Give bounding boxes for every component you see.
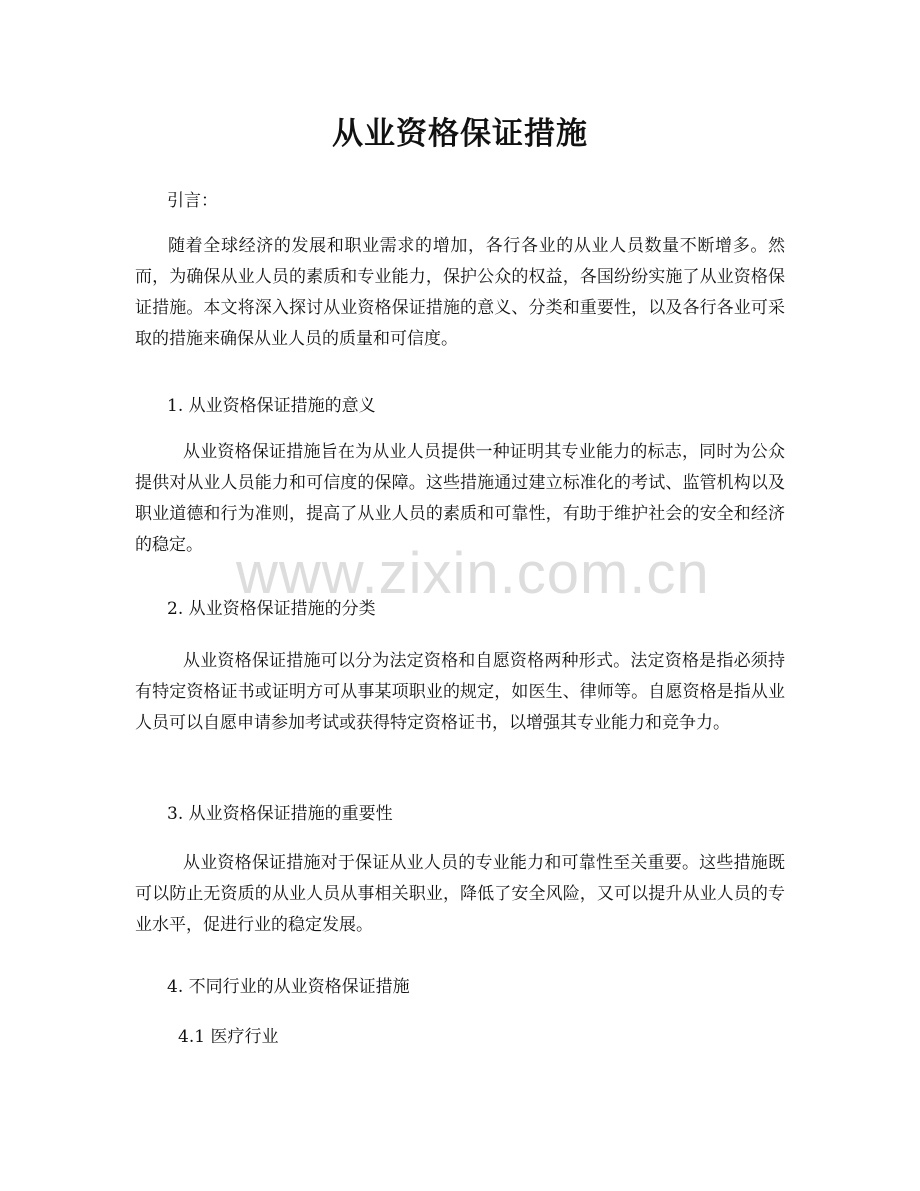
section-3-heading: 3. 从业资格保证措施的重要性 — [167, 804, 393, 824]
subsection-4-1-heading: 4.1 医疗行业 — [178, 1027, 279, 1047]
document-title: 从业资格保证措施 — [332, 116, 588, 152]
intro-paragraph: 随着全球经济的发展和职业需求的增加，各行各业的从业人员数量不断增多。然而，为确保从业人员的素质和专业能力，保护公众的权益，各国纷纷实施了从业资格保证措施。本文将深入探讨从业资格保证措施的意义、分类和重要性，以及各行各业可采取的措施来确保从业人员的质量和可信度。 — [135, 236, 785, 349]
section-3-paragraph: 从业资格保证措施对于保证从业人员的专业能力和可靠性至关重要。这些措施既可以防止无资质的从业人员从事相关职业，降低了安全风险，又可以提升从业人员的专业水平，促进行业的稳定发展。 — [135, 853, 785, 935]
section-1-paragraph: 从业资格保证措施旨在为从业人员提供一种证明其专业能力的标志，同时为公众提供对从业人员能力和可信度的保障。这些措施通过建立标准化的考试、监管机构以及职业道德和行为准则，提高了从业人员的素质和可靠性，有助于维护社会的安全和经济的稳定。 — [135, 442, 785, 555]
section-4-heading: 4. 不同行业的从业资格保证措施 — [167, 977, 410, 997]
watermark-text: www.zixin.com.cn — [236, 541, 710, 606]
section-2-heading: 2. 从业资格保证措施的分类 — [167, 599, 376, 619]
intro-label: 引言： — [167, 191, 218, 211]
section-2-paragraph: 从业资格保证措施可以分为法定资格和自愿资格两种形式。法定资格是指必须持有特定资格证书或证明方可从事某项职业的规定，如医生、律师等。自愿资格是指从业人员可以自愿申请参加考试或获得特定资格证书，以增强其专业能力和竞争力。 — [135, 651, 785, 733]
section-1-heading: 1. 从业资格保证措施的意义 — [167, 396, 376, 416]
